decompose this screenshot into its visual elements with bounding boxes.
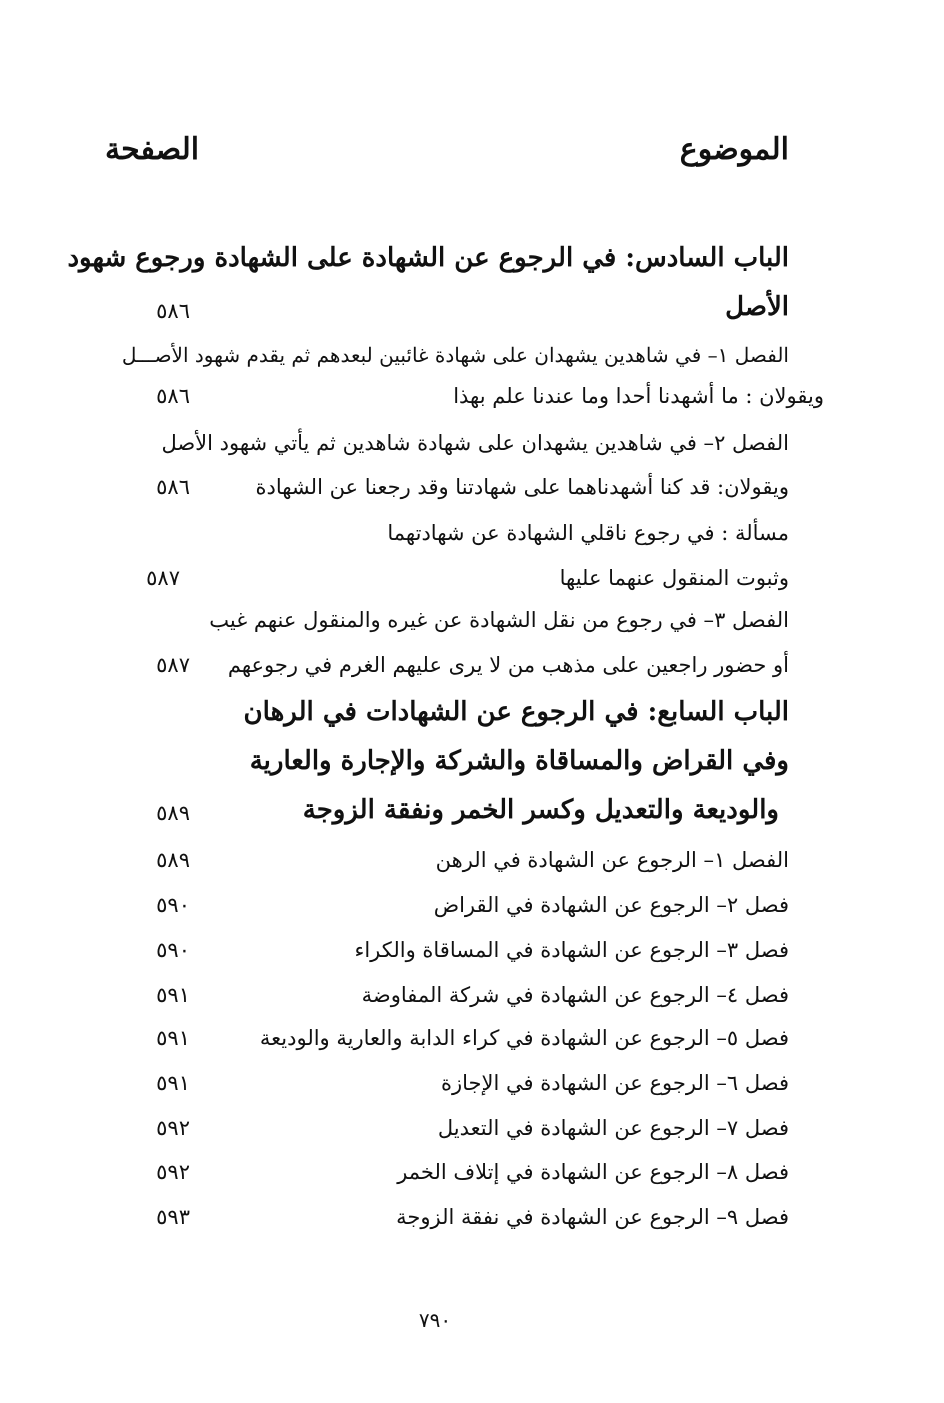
toc-entry-page: ٥٨٩ xyxy=(156,801,190,825)
toc-entry-page: ٥٨٦ xyxy=(156,475,190,499)
toc-entry-page: ٥٩٢ xyxy=(156,1116,190,1140)
toc-entry-text: الفصل ٣– في رجوع من نقل الشهادة عن غيره والمنقول عنهم غيب xyxy=(209,608,789,632)
toc-entry-text: فصل ٧– الرجوع عن الشهادة في التعديل xyxy=(437,1116,789,1140)
toc-entry-text: وفي القراض والمساقاة والشركة والإجارة والعارية xyxy=(249,746,789,776)
toc-entry-page: ٥٩٠ xyxy=(156,938,190,962)
toc-entry-page: ٥٩٢ xyxy=(156,1160,190,1184)
toc-entry-text: مسألة : في رجوع ناقلي الشهادة عن شهادتهما xyxy=(387,521,789,545)
toc-entry-text: الفصل ٢– في شاهدين يشهدان على شهادة شاهدين ثم يأتي شهود الأصل xyxy=(161,431,789,455)
toc-entry-text: فصل ٤– الرجوع عن الشهادة في شركة المفاوضة xyxy=(361,983,789,1007)
toc-entry-text: الفصل ١– في شاهدين يشهدان على شهادة غائبين لبعدهم ثم يقدم شهود الأصـــل xyxy=(121,343,789,367)
toc-entry-text: والوديعة والتعديل وكسر الخمر ونفقة الزوجة xyxy=(302,795,779,825)
toc-entry-page: ٥٨٩ xyxy=(156,848,190,872)
toc-entry-text: أو حضور راجعين على مذهب من لا يرى عليهم الغرم في رجوعهم xyxy=(227,653,789,677)
toc-entry-text: الباب السادس: في الرجوع عن الشهادة على الشهادة ورجوع شهود xyxy=(67,243,789,273)
toc-entry-page: ٥٩١ xyxy=(156,1026,190,1050)
toc-entry-page: ٥٨٧ xyxy=(146,566,180,590)
toc-entry-page: ٥٩١ xyxy=(156,983,190,1007)
toc-entry-page: ٥٨٦ xyxy=(156,384,190,408)
toc-entry-text: وثبوت المنقول عنهما عليها xyxy=(559,566,789,590)
toc-entry-page: ٥٩٠ xyxy=(156,893,190,917)
toc-entry-text: الباب السابع: في الرجوع عن الشهادات في الرهان xyxy=(243,697,789,727)
toc-entry-text: فصل ٨– الرجوع عن الشهادة في إتلاف الخمر xyxy=(397,1160,789,1184)
toc-entry-page: ٥٨٦ xyxy=(156,299,190,323)
toc-entry-text: ويقولان : ما أشهدنا أحدا وما عندنا علم بهذا xyxy=(453,384,824,408)
toc-entry-text: ويقولان: قد كنا أشهدناهما على شهادتنا وقد رجعنا عن الشهادة xyxy=(255,475,789,499)
toc-entry-text: فصل ٥– الرجوع عن الشهادة في كراء الدابة والعارية والوديعة xyxy=(259,1026,789,1050)
toc-entry-text: فصل ٩– الرجوع عن الشهادة في نفقة الزوجة xyxy=(396,1205,789,1229)
toc-entry-page: ٥٩٣ xyxy=(156,1205,190,1229)
toc-entry-text: الأصل xyxy=(725,292,789,322)
toc-entry-text: فصل ٣– الرجوع عن الشهادة في المساقاة والكراء xyxy=(354,938,789,962)
toc-entry-text: الفصل ١– الرجوع عن الشهادة في الرهن xyxy=(435,848,789,872)
topic-column-header: الموضوع xyxy=(679,132,789,167)
toc-entry-page: ٥٨٧ xyxy=(156,653,190,677)
toc-entry-page: ٥٩١ xyxy=(156,1071,190,1095)
toc-entry-text: فصل ٢– الرجوع عن الشهادة في القراض xyxy=(433,893,789,917)
page-number: ٧٩٠ xyxy=(418,1308,452,1332)
page-column-header: الصفحة xyxy=(105,132,200,167)
toc-entry-text: فصل ٦– الرجوع عن الشهادة في الإجازة xyxy=(441,1071,789,1095)
